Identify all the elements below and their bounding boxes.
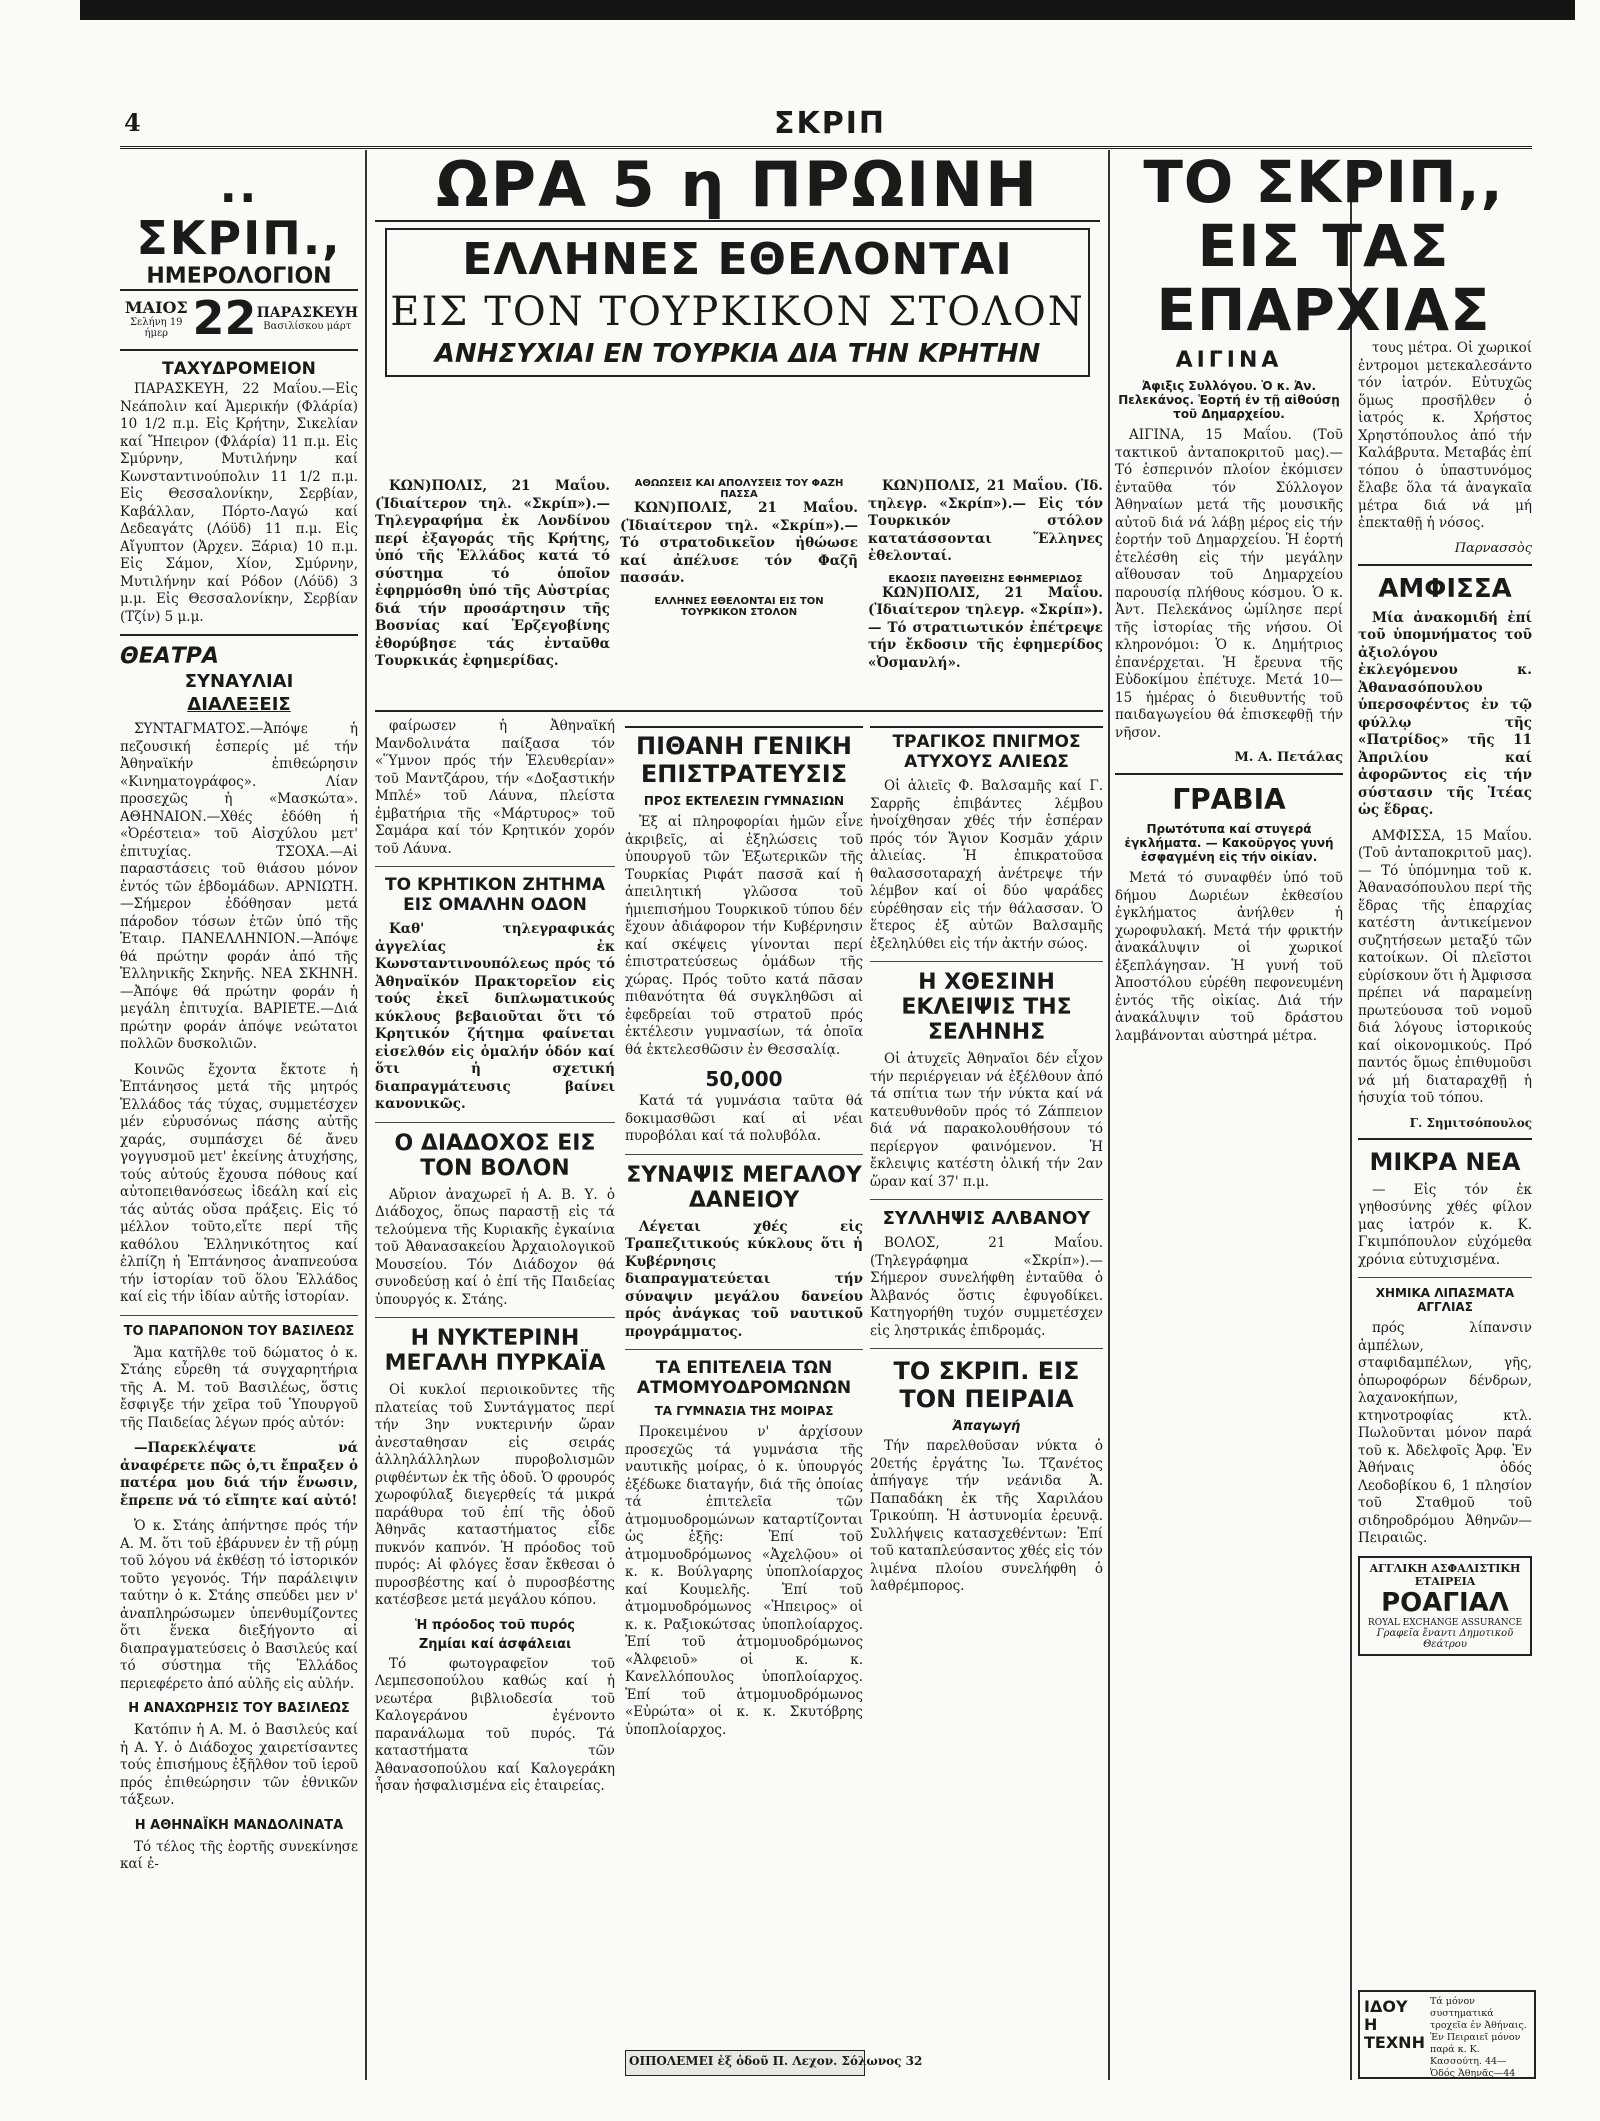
almanac-title: ΗΜΕΡΟΛΟΓΙΟΝ <box>120 264 358 291</box>
aegina-sign: Μ. Α. Πετάλας <box>1234 750 1343 765</box>
calendar-box <box>120 291 358 345</box>
theatre-title: ΘΕΑΤΡΑ <box>120 644 219 669</box>
rule <box>120 634 358 636</box>
bottom-strip-text: ΟΙΠΟΛΕΜΕΙ ἐξ ὁδοῦ Π. Λεχον. Σόλωνος 32 <box>629 2054 923 2068</box>
calendar-moon: Σελήνη 19 ήμερ <box>129 316 183 339</box>
lead-a-text: ΚΩΝ)ΠΟΛΙΣ, 21 Μαΐου. (Ἰδιαίτερον τηλ. «Σκρίπ»).— Τηλεγραφήμα ἐκ Λονδίνου περί ἐξαγοράς τῆς Κρήτης, ὑπό τῆς Ἑλλάδος κατά τό σύστημα τό ὁποῖον ἐφηρμόσθη ὑπό τῆς Αὐστρίας διά τήν προσάρτησιν τῆς Βοσνίας καί Ἐρζεγοβίνης ἐθορύβησε τάς ἐνταῦθα Τουρκικάς ἐφημερίδας. <box>375 478 610 669</box>
ad1-title: ΧΗΜΙΚΑ ΛΙΠΑΣΜΑΤΑ ΑΓΓΛΙΑΣ <box>1375 1286 1515 1314</box>
page-number: 4 <box>124 108 141 137</box>
lead-rule <box>375 710 1103 712</box>
rule <box>1358 1138 1532 1140</box>
headline-2: ΕΙΣ ΤΟΝ ΤΟΥΡΚΙΚΟΝ ΣΤΟΛΟΝ <box>390 289 1085 335</box>
piraeus-text: Τήν παρελθοῦσαν νύκτα ὁ 20ετής ἐργάτης Ἰω. Τζανέτος ἀπήγαγε τήν νεάνιδα Ἀ. Παπαδάκη ἐκ τῆς Χαριλάου Τρικούπη. Ἡ ἀστυνομία ἐρευνᾷ. Συλλήψεις κατασχεθέντων: Ἐπί τοῦ καταπλεύσαντος χθές εἰς τόν λιμένα πλοίου συνελήφθη ὁ λαθρέμπορος. <box>870 1438 1103 1594</box>
loan-title: ΣΥΝΑΨΙΣ ΜΕΓΑΛΟΥ ΔΑΝΕΙΟΥ <box>626 1162 862 1213</box>
probable-sub: ΠΡΟΣ ΕΚΤΕΛΕΣΙΝ ΓΥΜΝΑΣΙΩΝ <box>643 794 845 808</box>
mandolinata-cont: φαίρωσεν ἡ Ἀθηναϊκή Μανδολινάτα παίξασα τόν «Ὕμνον πρός τήν Ἐλευθερίαν» τοῦ Μαντζάρου, τήν «Δοξαστικήν Μπλέ» τοῦ Λάυνα, πλείστα ἐμβατήρια τῆς «Μάρτυρος» τοῦ Σαμάρα καί τόν Κρητικόν χορόν τοῦ Λάυνα. <box>375 718 615 857</box>
concerts-title: ΣΥΝΑΥΛΙΑΙ <box>184 671 294 692</box>
lead-col-a <box>375 478 610 708</box>
right-col-2 <box>1358 340 1532 2080</box>
piraeus-title: ΤΟ ΣΚΡΙΠ. ΕΙΣ ΤΟΝ ΠΕΙΡΑΙΑ <box>893 1357 1080 1413</box>
fire-text: Οἱ κυκλοί περιοικοῦντες τῆς πλατείας τοῦ Συντάγματος περί τήν 3ην νυκτερινήν ὥραν ἀνεσταθησαν εἰς σειράς ἀλληλάλληλων πυροβολισμῶν ριφθέντων ἐκ τῆς ὁδοῦ. Ὁ φρουρός χωροφύλαξ διεγερθείς τά μικρά παράθυρα τοῦ ἐπί τῆς ὁδοῦ Ἀθηνᾶς καταστήματος εἶδε πυκνόν καπνόν. Ἡ πρόοδος τοῦ πυρός: Αἱ φλόγες ἔσαν ἔκθεσαι ὁ πυροσβέστης καί ὁ πυροσβέστης κατέσβεσε μετά μεγάλου κόπου. <box>375 1382 615 1608</box>
piraeus-sub: Ἀπαγωγή <box>952 1419 1021 1434</box>
drown-text: Οἱ ἁλιεῖς Φ. Βαλσαμῆς καί Γ. Σαρρῆς ἐπιβάντες λέμβου ἠνοίχθησαν χθές τήν ἑσπέραν πρός τόν Ἅγιον Κοσμᾶν χάριν ἁλιείας. Ἡ ἐπικρατοῦσα θαλασσοταραχή ἀνέτρεψε τήν λέμβον καί οἱ δύο ψαράδες εὑρέθησαν εἰς τήν θάλασσαν. Ὁ ἕτερος ἐξ αὐτῶν Βαλσαμῆς ἐξεληλύθει εἰς τήν ἀκτήν σώος. <box>870 778 1103 952</box>
ad2-brand: ΡΟΑΓΙΑΛ <box>1381 1587 1509 1618</box>
top-printed-bar <box>80 0 1575 20</box>
post-text: ΠΑΡΑΣΚΕΥΗ, 22 Μαΐου.—Εἰς Νεάπολιν καί Ἀμερικήν (Φλάρία) 10 1/2 π.μ. Εἰς Κρήτην, Σικελίαν καί Ἤπειρον (Φλάρία) 11 π.μ. Εἰς Σμύρνην, Μυτιλήνην καί Κωνσταντινούπολιν 11 1/2 π.μ. Εἰς Θεσσαλονίκην, Σερβίαν, Καβάλλαν, Πόρτο-Λαγώ καί Δεδεαγάτς (Λόϋδ) 11 π.μ. Εἰς Αἴγυπτον (Ἀρχεν. Ξάρια) 10 π.μ. Εἰς Σάμον, Χίον, Σμύρνην, Μυτιλήνην καί Ρόδον (Λόϋδ) 3 μ.μ. Εἰς Θεσσαλονίκην, Σερβίαν (Τζίν) 5 μ.μ. <box>120 381 358 625</box>
gravia-text: Μετά τό συναφθέν ὑπό τοῦ δήμου Δωριέων ἐκθεσίου ἐγκλήματος ἀνήλθεν ἡ χωροφυλακή. Μετά τήν φρικτήν ἀνακάλυψιν οἱ χωρικοί ἐξεπλάγησαν. Ἡ γυνή τοῦ Ἀποστόλου εὑρέθη πεφονευμένη ἐντός τῆς οἰκίας. Διά τήν ἀνακάλυψιν τοῦ δράστου λαμβάνονται αὐστηρά μέτρα. <box>1115 870 1343 1044</box>
lead-c-title: ΕΚΔΟΣΙΣ ΠΑΥΘΕΙΣΗΣ ΕΦΗΜΕΡΙΔΟΣ <box>888 573 1083 585</box>
rule <box>1115 773 1343 775</box>
lead-b-text: ΚΩΝ)ΠΟΛΙΣ, 21 Μαΐου. (Ἰδιαίτερον τηλ. «Σκρίπ»).— Τό στρατοδικεῖον ἠθώωσε καί ἀπέλυσε τόν Φαζῆ πασσάν. <box>620 500 858 586</box>
calendar-weekday: ΠΑΡΑΣΚΕΥΗ <box>256 304 358 321</box>
palace-quote: —Παρεκλέψατε νά ἀναφέρετε πῶς ὁ,τι ἔπραξεν ὁ πατέρα μου διά τήν ἕνωσιν, ἔπρεπε νά τό εἴπητε καί αὐτό! <box>120 1440 358 1509</box>
right-col-1 <box>1115 340 1343 2080</box>
middle-col-3 <box>870 718 1103 2078</box>
ad2-en: ROYAL EXCHANGE ASSURANCE <box>1367 1617 1523 1628</box>
amfissa-sign: Γ. Σημιτσόπουλος <box>1409 1115 1532 1130</box>
lectures-title: ΔΙΑΛΕΞΕΙΣ <box>187 694 291 715</box>
lead-c2-text: ΚΩΝ)ΠΟΛΙΣ, 21 Μαΐου. (Ἰδιαίτερον τηλεγρ. «Σκρίπ»).— Τό στρατιωτικόν ἐπέτρεψε τήν ἔκδοσιν τῆς ἐφημερίδος «Ὀσμανλή». <box>868 584 1103 671</box>
rule <box>120 349 358 351</box>
arrest-text: ΒΟΛΟΣ, 21 Μαΐου. (Τηλεγράφημα «Σκρίπ»).— Σήμερον συνελήφθη ἐνταῦθα ὁ Ἀλβανός ὅστις ἐφυγοδίκει. Κατηγορήθη τυχόν συμμετέσχεν εἰς ληστρικάς ἐπιδρομάς. <box>870 1235 1103 1339</box>
lead-c-text: ΚΩΝ)ΠΟΛΙΣ, 21 Μαΐου. (Ἰδ. τηλεγρ. «Σκρίπ»).— Εἰς τόν Τουρκικόν στόλον κατατάσσονται Ἕλληνες ἐθελονταί. <box>868 478 1103 564</box>
calendar-day: 22 <box>192 291 257 345</box>
ad3-left: ΙΔΟΥ Η ΤΕΧΝΗ <box>1364 1997 1425 2052</box>
crete-text: Καθ' τηλεγραφικάς ἀγγελίας ἐκ Κωνσταντινουπόλεως πρός τό Ἀθηναϊκόν Πρακτορεῖον εἰς τούς ἐκεῖ διπλωματικούς κύκλους βεβαιοῦται ὅτι τό Κρητικόν ζήτημα φαίνεται εἰσελθόν εἰς ὁμαλήν ὁδόν καί ὅτι ἡ σχετική διαπραγμάτευσις βαίνει κανονικῶς. <box>375 921 615 1112</box>
masthead: ΣΚΡΙΠ <box>774 106 886 141</box>
lead-col-c <box>868 478 1103 708</box>
aegina-text: ΑΙΓΙΝΑ, 15 Μαΐου. (Τοῦ τακτικοῦ ἀνταποκριτοῦ μας).— Τό ἑσπερινόν πλοίον ἐκόμισεν ἐνταῦθα τόν Σύλλογον Ἀθηναίων μετά τῆς μουσικῆς αὐτοῦ διά νά λάβῃ μέρος εἰς τήν ἑορτήν τοῦ Δημαρχείου. Ἡ ἑορτή ἐτελέσθη εἰς τήν μεγάλην αἴθουσαν τοῦ Δημαρχείου παρουσίᾳ πλήθους κόσμου. Ὁ κ. Ἀντ. Πελεκάνος ὡμίλησε περί τῆς ἱστορίας τῆς νήσου. Οἱ κληρονόμοι: Ὁ κ. Δημήτριος ἐπανέρχεται. Ἡ ἔρευνα τῆς Εὐδοκίμου ἐπέτυχε. Μετά 10—15 ἡμέρας ὁ διευθυντής τοῦ παιδαγωγείου θά ἐπισκεφθῇ τήν νῆσον. <box>1115 427 1343 741</box>
ad2-title: ΑΓΓΛΙΚΗ ΑΣΦΑΛΙΣΤΙΚΗ ΕΤΑΙΡΕΙΑ <box>1369 1561 1521 1588</box>
aegina-sub: Ἀφιξις Συλλόγου. Ὁ κ. Ἀν. Πελεκάνος. Ἑορτή ἐν τῇ αἰθούσῃ τοῦ Δημαρχείου. <box>1118 379 1340 421</box>
aegina-side-text: τους μέτρα. Οἱ χωρικοί ἐντρομοι μετεκαλεσάντο τόν ἰατρόν. Εὐτυχῶς ὅμως προσῆλθεν ὁ ἰατρός κ. Χρήστος Χρηστόπουλος ἀπό τήν Καλάβρυτα. Μεταβάς ἐπί τόπου ὁ ὑπαστυνόμος ἔλαβε ὅλα τά ἀναγκαῖα μέτρα διά νά μή ἐπεκταθῇ ἡ νόσος. <box>1358 340 1532 531</box>
prince-text: Αὔριον ἀναχωρεῖ ἡ Α. Β. Υ. ὁ Διάδοχος, ὅπως παραστῇ εἰς τά τελούμενα τῆς Κυριακῆς ἐγκαίνια τοῦ Ἀθανασακείου Ἀρχαιολογικοῦ Μουσείου. Τόν Διάδοχον θά συνοδεύσῃ καί ὁ ἐπί τῆς Παιδείας ὑπουργός κ. Στάης. <box>375 1186 615 1308</box>
fire-title: Η ΝΥΚΤΕΡΙΝΗ ΜΕΓΑΛΗ ΠΥΡΚΑΪΑ <box>384 1326 606 1376</box>
gravia-sub: Πρωτότυπα καί στυγερά ἐγκλήματα. — Κακοῦργος γυνή ἐσφαγμένη εἰς τήν οἰκίαν. <box>1124 822 1334 864</box>
column-rule-1 <box>365 150 367 2080</box>
left-column <box>120 160 358 2070</box>
navy-text: Προκειμένου ν' ἀρχίσουν προσεχῶς τά γυμνάσια τῆς ναυτικῆς μοίρας, ὁ κ. ὑπουργός ἐξέδωκε διαταγήν, διά τῆς ὁποίας τά ἐπιτελεῖα τῶν ἀτμομυοδρομώνων καταρτίζονται ὡς ἑξῆς: Ἐπί τοῦ ἀτμομυοδρόμωνος «Ἀχελῷου» οἱ κ. κ. Βούλγαρης ὑποπλοίαρχος καί Κουμελῆς. Ἐπί τοῦ ἀτμομυοδρόμωνος «Ἠπειρος» οἱ κ. κ. Ραξιοκώτσας ὑποπλοίαρχος. Ἐπί τοῦ ἀτμομυοδρόμωνος «Ἀλφειοῦ» οἱ κ. κ. Κανελλόπουλος ὑποπλοίαρχος. Ἐπί τοῦ ἀτμομυοδρόμωνος «Εὐρώτα» οἱ κ. κ. Σκυτόβρης ὑποπλοίαρχος. <box>625 1424 863 1738</box>
right-banner-text: ΤΟ ΣΚΡΙΠ,, ΕΙΣ ΤΑΣ ΕΠΑΡΧΙΑΣ <box>1143 148 1504 344</box>
middle-banner-block <box>375 150 1100 470</box>
mandolinata-text: Τό τέλος τῆς ἑορτῆς συνεκίνησε καί ἐ- <box>120 1838 358 1872</box>
calendar-left <box>120 298 193 339</box>
loan-text: Λέγεται χθές εἰς Τραπεζιτικούς κύκλους ὅτι ἡ Κυβέρνησις διαπραγματεύεται τήν σύναψιν μεγάλου δανείου πρός ἀνάγκας τοῦ ναυτικοῦ προγράμματος. <box>625 1218 863 1340</box>
small-news-title: ΜΙΚΡΑ ΝΕΑ <box>1369 1147 1521 1176</box>
mandolinata-title: Η ΑΘΗΝΑΪΚΗ ΜΑΝΔΟΛΙΝΑΤΑ <box>134 1817 344 1833</box>
speech-text: Κατόπιν ἡ Α. Μ. ὁ Βασιλεύς καί ἡ Α. Υ. ὁ Διάδοχος χαιρετίσαντες τούς ἐπισήμους ἐξῆλθον τοῦ ἱεροῦ πρός ἐπιθεώρησιν τῶν ἐθνικῶν τάξεων. <box>120 1722 358 1808</box>
amfissa-text: ΑΜΦΙΣΣΑ, 15 Μαΐου. (Τοῦ ἀνταποκριτοῦ μας).— Τό ὑπόμνημα τοῦ κ. Ἀθανασόπουλου περί τῆς ἕδρας τῆς ἐπαρχίας κατέστη ἀντικείμενον συζητήσεων μεταξύ τῶν κατοίκων. Οἱ πλεῖστοι εὑρίσκουν ὅτι ἡ Ἀμφισσα πρέπει νά παραμείνῃ πρωτεύουσα τοῦ νομοῦ διά λόγους ἱστορικούς καί οἰκονομικούς. Πρό παντός ὅμως ἐπιθυμοῦσι νά μή διαταραχθῇ ἡ ἡσυχία τοῦ τόπου. <box>1358 827 1532 1106</box>
rule <box>1358 1277 1532 1278</box>
probable-strength: 50,000 <box>705 1067 783 1091</box>
ad1-text: πρός λίπανσιν ἀμπέλων, σταφιδαμπέλων, γῆς, ὀπωροφόρων δένδρων, λαχανοκήπων, κτηνοτροφίας κτλ. Πωλοῦνται μόνον παρά τοῦ κ. Ἀδελφοῖς Ἀρφ. Ἐν Ἀθήναις ὁδός Λεοδοβίκου 6, 1 πλησίον τοῦ Σταθμοῦ τοῦ σιδηροδρόμου Ἀθηνῶν—Πειραιῶς. <box>1358 1320 1532 1546</box>
arrest-title: ΣΥΛΛΗΨΙΣ ΑΛΒΑΝΟΥ <box>882 1208 1091 1229</box>
headline-1: ΕΛΛΗΝΕΣ ΕΘΕΛΟΝΤΑΙ <box>462 234 1013 285</box>
calendar-month: ΜΑΙΟΣ <box>124 297 188 317</box>
ad3-box <box>1358 1990 1536 2079</box>
lead-b-title-2: ΕΛΛΗΝΕΣ ΕΘΕΛΟΝΤΑΙ ΕΙΣ ΤΟΝ ΤΟΥΡΚΙΚΟΝ ΣΤΟΛΟΝ <box>654 595 824 618</box>
fire-sub-2: Ζημίαι καί ἀσφάλειαι <box>418 1636 572 1652</box>
post-title: ΤΑΧΥΔΡΟΜΕΙΟΝ <box>162 359 316 379</box>
column-rule-3 <box>1350 200 1352 2080</box>
crete-title: ΤΟ ΚΡΗΤΙΚΟΝ ΖΗΤΗΜΑ ΕΙΣ ΟΜΑΛΗΝ ΟΔΟΝ <box>385 875 605 915</box>
rule <box>1358 564 1532 566</box>
rule <box>870 961 1103 962</box>
rule <box>375 1317 615 1318</box>
middle-col-2 <box>625 718 923 2078</box>
rule <box>625 1349 863 1350</box>
speech-title: Η ΑΝΑΧΩΡΗΣΙΣ ΤΟΥ ΒΑΣΙΛΕΩΣ <box>128 1701 350 1716</box>
ad2-text: Γραφεῖα ἔναντι Δημοτικοῦ Θεάτρου <box>1376 1627 1514 1650</box>
rule <box>120 1315 358 1316</box>
rule <box>870 1199 1103 1200</box>
page-header <box>120 106 1532 149</box>
eclipse-title: Η ΧΘΕΣΙΝΗ ΕΚΛΕΙΨΙΣ ΤΗΣ ΣΕΛΗΝΗΣ <box>901 970 1072 1045</box>
ad3-text: Τά μόνον συστηματικά τροχεῖα ἐν Ἀθήναις. Ἐν Πειραιεῖ μόνον παρά κ. Κ. Κασσούτη. 44—Ὁδός Ἀθηνᾶς—44 <box>1430 1996 1527 2079</box>
article-text: Κοινῶς ἔχοντα ἔκτοτε ἡ Ἐπτάνησος μετά τῆς μητρός Ἑλλάδος τάς τύχας, συμμετέσχεν μέν εὐρυσόνως πάσης αὐτῆς χαράς, συμπάσχει δέ ἄνευ γογγυσμοῦ μετ' ἐκείνης ἀτυχήσης, τούς αὐτούς ἔχουσα πόθους καί αὐτοπειθανόσεως ἰδεάλη καί εἰς τάς αὐτάς οὔσα πράξεις. Εἰς τό μέλλον τοῦτο,εἴτε περί τῆς καθόλου Ἑλληνικότητος καί ἐλπίζη ἡ Ἐπτάνησος ἀναπνεούσα τήν ἱστορίαν τοῦ ὅλου Ἑλλάδος καί εἰς τήν ἰδίαν αὐτῆς ἱστορίαν. <box>120 1061 358 1305</box>
aegina-title: ΑΙΓΙΝΑ <box>1175 348 1283 373</box>
amfissa-title: ΑΜΦΙΣΣΑ <box>1378 573 1512 604</box>
navy-sub: ΤΑ ΓΥΜΝΑΣΙΑ ΤΗΣ ΜΟΙΡΑΣ <box>654 1404 834 1418</box>
calendar-saint: Βασιλίσκου μάρτ <box>263 320 352 332</box>
small-news-text: — Εἰς τόν ἐκ γηθοσύνης χθές φίλον μας ἰατρόν κ. Κ. Γκιμπόπουλον εὐχόμεθα χρόνια εὐτυχισμένα. <box>1358 1181 1532 1268</box>
fire-sub: Ἡ πρόοδος τοῦ πυρός <box>415 1617 575 1633</box>
ad2-box <box>1358 1556 1532 1656</box>
almanac-logo: .. ΣΚΡΙΠ., <box>136 159 342 265</box>
drown-title: ΤΡΑΓΙΚΟΣ ΠΝΙΓΜΟΣ ΑΤΥΧΟΥΣ ΑΛΙΕΩΣ <box>870 726 1103 772</box>
lead-col-b <box>620 478 858 708</box>
probable-text-2: Κατά τά γυμνάσια ταῦτα θά δοκιμασθῶσι καί αἱ νέαι πυροβόλαι καί τά πολυβόλα. <box>625 1093 863 1144</box>
headline-3: ΑΝΗΣΥΧΙΑΙ ΕΝ ΤΟΥΡΚΙΑ ΔΙΑ ΤΗΝ ΚΡΗΤΗΝ <box>434 339 1041 369</box>
rule <box>375 866 615 867</box>
amfissa-lead: Μία ἀνακομιδή ἐπί τοῦ ὑπομνήματος τοῦ ἀξιολόγου ἐκλεγόμενου κ. Ἀθανασόπουλου ὑπερσοφέντος ἐν τῷ φύλλῳ τῆς «Πατρίδος» τῆς 11 Ἀπριλίου καί ἀφορῶντος εἰς τήν σύστασιν τῆς Ἱτέας ὡς ἕδρας. <box>1358 609 1532 818</box>
lead-b-title: ΑΘΩΩΣΕΙΣ ΚΑΙ ΑΠΟΛΥΣΕΙΣ ΤΟΥ ΦΑΖΗ ΠΑΣΣΑ <box>634 478 844 500</box>
palace-title: ΤΟ ΠΑΡΑΠΟΝΟΝ ΤΟΥ ΒΑΣΙΛΕΩΣ <box>123 1323 355 1339</box>
theatre-text: ΣΥΝΤΑΓΜΑΤΟΣ.—Ἀπόψε ἡ πεζουσική ἑσπερίς μέ τήν Ἀθηναϊκήν ἐπιθεώρησιν «Κινηματογράφος». Λίαν προσεχῶς ἡ «Μασκώτα». ΑΘΗΝΑΙΟΝ.—Χθές ἐδόθη ἡ «Ὀρέστεια» τοῦ Αἰσχύλου μετ' ἐπιτυχίας. ΤΣΟΧΑ.—Αἱ παραστάσεις τοῦ θιάσου μόνον ἐντός τῶν ἑβδομάδων. ΑΡΝΙΩΤΗ.—Σήμερον ἐδόθησαν μετά πάροδον τόσων ἐτῶν ὑπό τῆς Ἑταιρ. ΠΑΝΕΛΛΗΝΙΟΝ.—Ἀπόψε θά πρώτην φοράν ἀπό τῆς Ἑλληνικῆς Σκηνῆς. ΝΕΑ ΣΚΗΝΗ.—Ἀπόψε θά πρώτην φοράν ἡ μεγάλη ἐπιτυχία. ΒΑΡΙΕΤΕ.—Διά πρώτην φοράν ἀπόψε νεώτατοι πολλῶν δυσκολιῶν. <box>120 721 358 1052</box>
gravia-title: ΓΡΑΒΙΑ <box>1172 783 1286 816</box>
rule <box>870 1348 1103 1349</box>
main-banner: ΩΡΑ 5 η ΠΡΩΙΝΗ <box>375 150 1100 222</box>
aegina-side-sign: Παρνασσὸς <box>1454 540 1532 556</box>
column-rule-2 <box>1108 150 1110 2080</box>
right-banner <box>1115 150 1532 350</box>
probable-title: ΠΙΘΑΝΗ ΓΕΝΙΚΗ ΕΠΙΣΤΡΑΤΕΥΣΙΣ <box>625 726 863 788</box>
rule <box>625 1154 863 1155</box>
eclipse-text: Οἱ ἀτυχεῖς Ἀθηναῖοι δέν εἶχον τήν περιέργειαν νά ἐξέλθουν ἀπό τά σπίτια των τήν νύκτα καί νά κατευθυνθοῦν πρός τό Ζάππειον διά νά παρακολουθήσουν τό περίεργον φαινόμενον. Ἡ ἔκλειψις κατέστη ὁλική τήν 2αν ὥραν καί 37' π.μ. <box>870 1051 1103 1190</box>
headline-box <box>385 228 1090 377</box>
palace-text-2: Ὁ κ. Στάης ἀπήντησε πρός τήν Α. Μ. ὅτι τοῦ ἐβάρυνεν ἐν τῇ ρύμῃ τοῦ λόγου νά ἐκθέσῃ τό ἱστορικόν τοῦτο γεγονός. Τήν παράλειψιν ταύτην ὁ κ. Στάης σπεύδει μεν ν' ἀναπληρώσωμεν ὑπενθυμίζοντες ὅτι ἕνεκα διεξήγοντο αἱ διαπραγματεύσεις ὁ Βασιλεύς καί τό σύστημα τῆς Ἑλλάδος περιεφέρετο ἀπό αὐλῆς εἰς αὐλήν. <box>120 1518 358 1692</box>
prince-title: Ο ΔΙΑΔΟΧΟΣ ΕΙΣ ΤΟΝ ΒΟΛΟΝ <box>394 1130 596 1181</box>
bottom-strip <box>625 2050 923 2076</box>
navy-title: ΤΑ ΕΠΙΤΕΛΕΙΑ ΤΩΝ ΑΤΜΟΜΥΟΔΡΟΜΩΝΩΝ <box>636 1358 852 1398</box>
palace-text: Ἅμα κατῆλθε τοῦ δώματος ὁ κ. Στάης εὗρεθη τά συγχαρητήρια τῆς Α. Μ. τοῦ Βασιλέως, ὅστις ἔσφιγξε τήν χεῖρα τοῦ Ὑπουργοῦ τῆς Παιδείας λέγων πρός αὐτόν: <box>120 1344 358 1431</box>
middle-col-1 <box>375 718 615 2078</box>
rule <box>375 1122 615 1123</box>
calendar-right <box>257 305 358 332</box>
fire-text-2: Τό φωτογραφεῖον τοῦ Λεμπεσοπούλου καθώς καί ἡ νεωτέρα βιβλιοδεσία τοῦ Καλογεράνου ἐγένοντο παρανάλωμα τοῦ πυρός. Τά καταστήματα τῶν Ἀθανασοπούλου καί Καλογεράκη ἦσαν ἠσφαλισμένα εἰς ἑταιρείας. <box>375 1655 615 1794</box>
probable-text: Ἐξ αἱ πληροφορίαι ἡμῶν εἶνε ἀκριβεῖς, αἱ ἐξηλώσεις τοῦ ὑπουργοῦ τῶν Ἐξωτερικῶν τῆς Τουρκίας Ριφάτ πασσᾶ καί ἡ ἀπειλητική γλῶσσα τοῦ ἡμιεπισήμου Τουρκικοῦ τύπου δέν ἔχουν ἀδιάφορον τήν Κυβέρνησιν καί σκέψεις γίνονται περί ἐπιστρατεύσεως ὁμάδων τῆς χώρας. Πρός τοῦτο κατά πᾶσαν πιθανότητα θά συγκληθῶσι αἱ ἐφεδρείαι τοῦ στρατοῦ πρός ἐκτέλεσιν γυμνασίων, τά ὁποῖα θά ἐκτελεσθῶσιν ἐν Θεσσαλίᾳ. <box>625 814 863 1058</box>
